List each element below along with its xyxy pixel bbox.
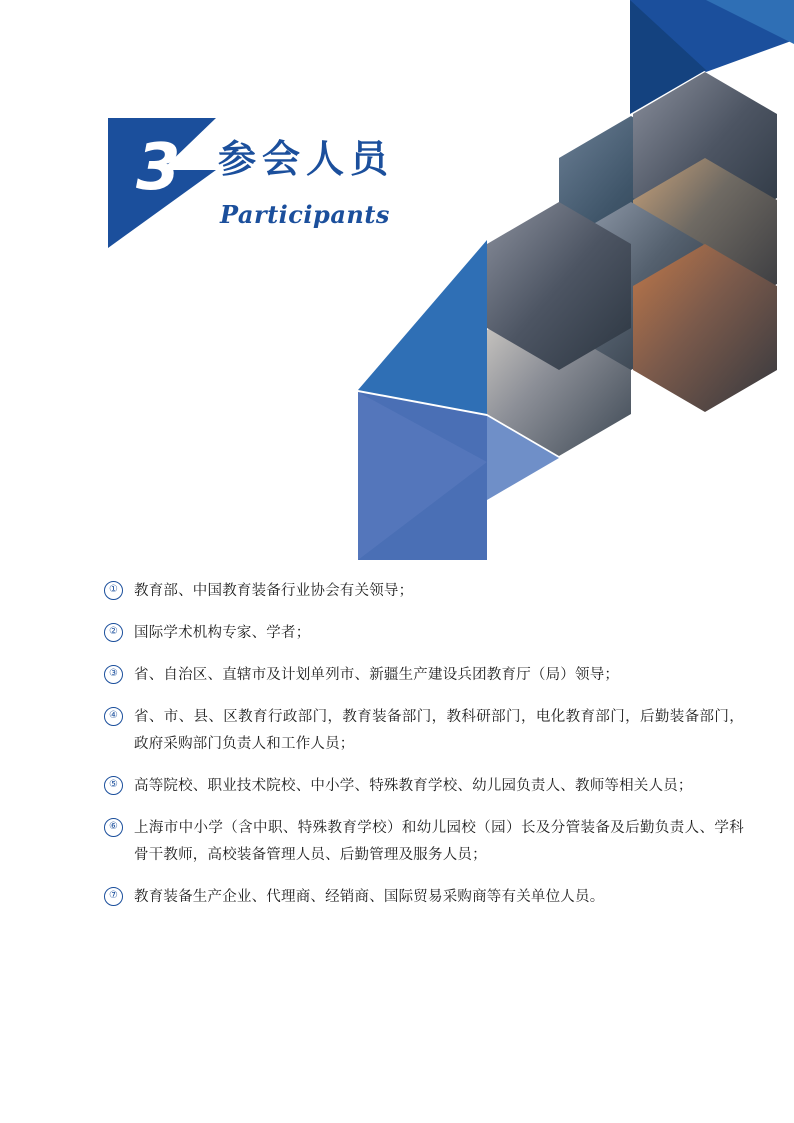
list-item-text: 教育装备生产企业、代理商、经销商、国际贸易采购商等有关单位人员。 (134, 889, 605, 905)
section-title-cn: 参会人员 (218, 139, 395, 181)
list-item-marker: ⑥ (104, 818, 123, 837)
list-item-text: 教育部、中国教育装备行业协会有关领导； (134, 583, 414, 599)
list-item (104, 662, 744, 689)
participants-list (104, 578, 744, 926)
list-item-marker: ④ (104, 707, 123, 726)
list-item-text: 省、市、县、区教育行政部门，教育装备部门，教科研部门，电化教育部门，后勤装备部门，政府采购部门负责人和工作人员； (134, 709, 744, 752)
list-item-text: 国际学术机构专家、学者； (134, 625, 311, 641)
list-item (104, 773, 744, 800)
list-item (104, 815, 744, 869)
hero-banner (0, 0, 794, 560)
list-item (104, 884, 744, 911)
list-item-marker: ② (104, 623, 123, 642)
list-item-text: 上海市中小学（含中职、特殊教育学校）和幼儿园校（园）长及分管装备及后勤负责人、学科骨干教师，高校装备管理人员、后勤管理及服务人员； (134, 820, 744, 863)
list-item-marker: ⑤ (104, 776, 123, 795)
list-item (104, 704, 744, 758)
list-item-marker: ⑦ (104, 887, 123, 906)
list-item (104, 620, 744, 647)
list-item (104, 578, 744, 605)
section-heading (108, 118, 528, 258)
section-number: 3 (136, 131, 180, 205)
shape-left-blue-triangle (358, 240, 487, 414)
list-item-marker: ③ (104, 665, 123, 684)
list-item-marker: ① (104, 581, 123, 600)
section-title-en: Participants (220, 200, 390, 229)
list-item-text: 省、自治区、直辖市及计划单列市、新疆生产建设兵团教育厅（局）领导； (134, 667, 620, 683)
hero-decorative-graphics (0, 0, 794, 560)
list-item-text: 高等院校、职业技术院校、中小学、特殊教育学校、幼儿园负责人、教师等相关人员； (134, 778, 693, 794)
